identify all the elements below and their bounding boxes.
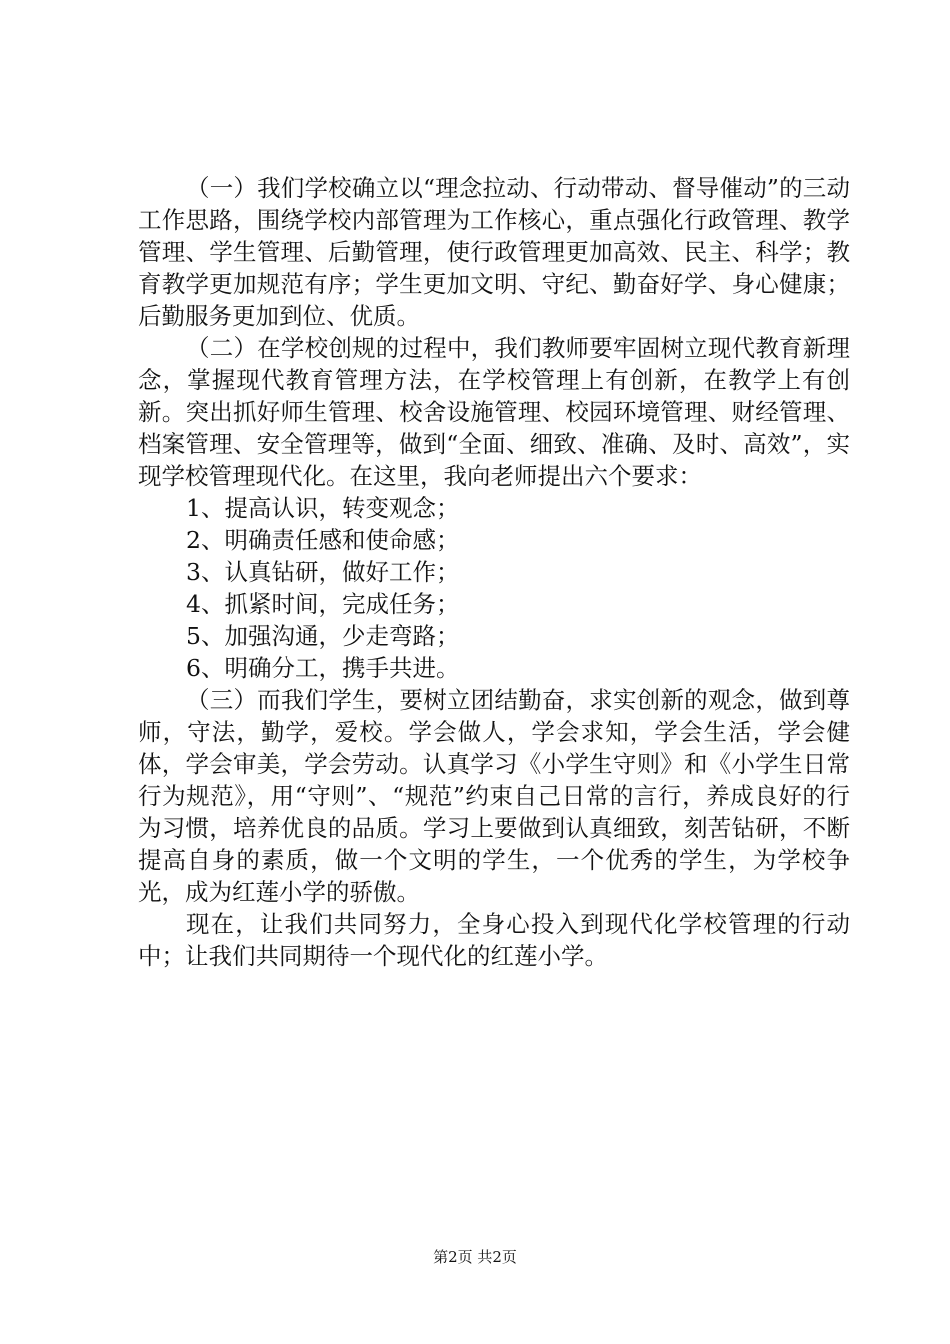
page-footer <box>0 1247 950 1267</box>
paragraph-1: （一）我们学校确立以“理念拉动、行动带动、督导催动”的三动工作思路，围绕学校内部管理为工作核心，重点强化行政管理、教学管理、学生管理、后勤管理，使行政管理更加高效、民主、科学；教育教学更加规范有序；学生更加文明、守纪、勤奋好学、身心健康；后勤服务更加到位、优质。 <box>138 174 850 330</box>
requirements-list <box>138 492 850 684</box>
requirement-item-2: 2、明确责任感和使命感； <box>186 526 460 554</box>
requirement-item-1: 1、提高认识，转变观念； <box>186 494 460 522</box>
paragraph-2: （二）在学校创规的过程中，我们教师要牢固树立现代教育新理念，掌握现代教育管理方法，在学校管理上有创新，在教学上有创新。突出抓好师生管理、校舍设施管理、校园环境管理、财经管理、档案管理、安全管理等，做到“全面、细致、准确、及时、高效”，实现学校管理现代化。在这里，我向老师提出六个要求： <box>138 334 850 490</box>
requirement-item-4: 4、抓紧时间，完成任务； <box>186 590 460 618</box>
requirement-item-3: 3、认真钻研，做好工作； <box>186 558 460 586</box>
requirement-item-5: 5、加强沟通，少走弯路； <box>186 622 460 650</box>
paragraph-3: （三）而我们学生，要树立团结勤奋，求实创新的观念，做到尊师，守法，勤学，爱校。学会做人，学会求知，学会生活，学会健体，学会审美，学会劳动。认真学习《小学生守则》和《小学生日常行为规范》，用“守则”、“规范”约束自己日常的言行，养成良好的行为习惯，培养优良的品质。学习上要做到认真细致，刻苦钻研，不断提高自身的素质，做一个文明的学生，一个优秀的学生，为学校争光，成为红莲小学的骄傲。 <box>138 686 850 906</box>
document-body <box>138 172 850 972</box>
page-number-label: 第2页 共2页 <box>433 1248 517 1266</box>
requirement-item-6: 6、明确分工，携手共进。 <box>186 654 460 682</box>
paragraph-4: 现在，让我们共同努力，全身心投入到现代化学校管理的行动中；让我们共同期待一个现代化的红莲小学。 <box>138 910 850 970</box>
